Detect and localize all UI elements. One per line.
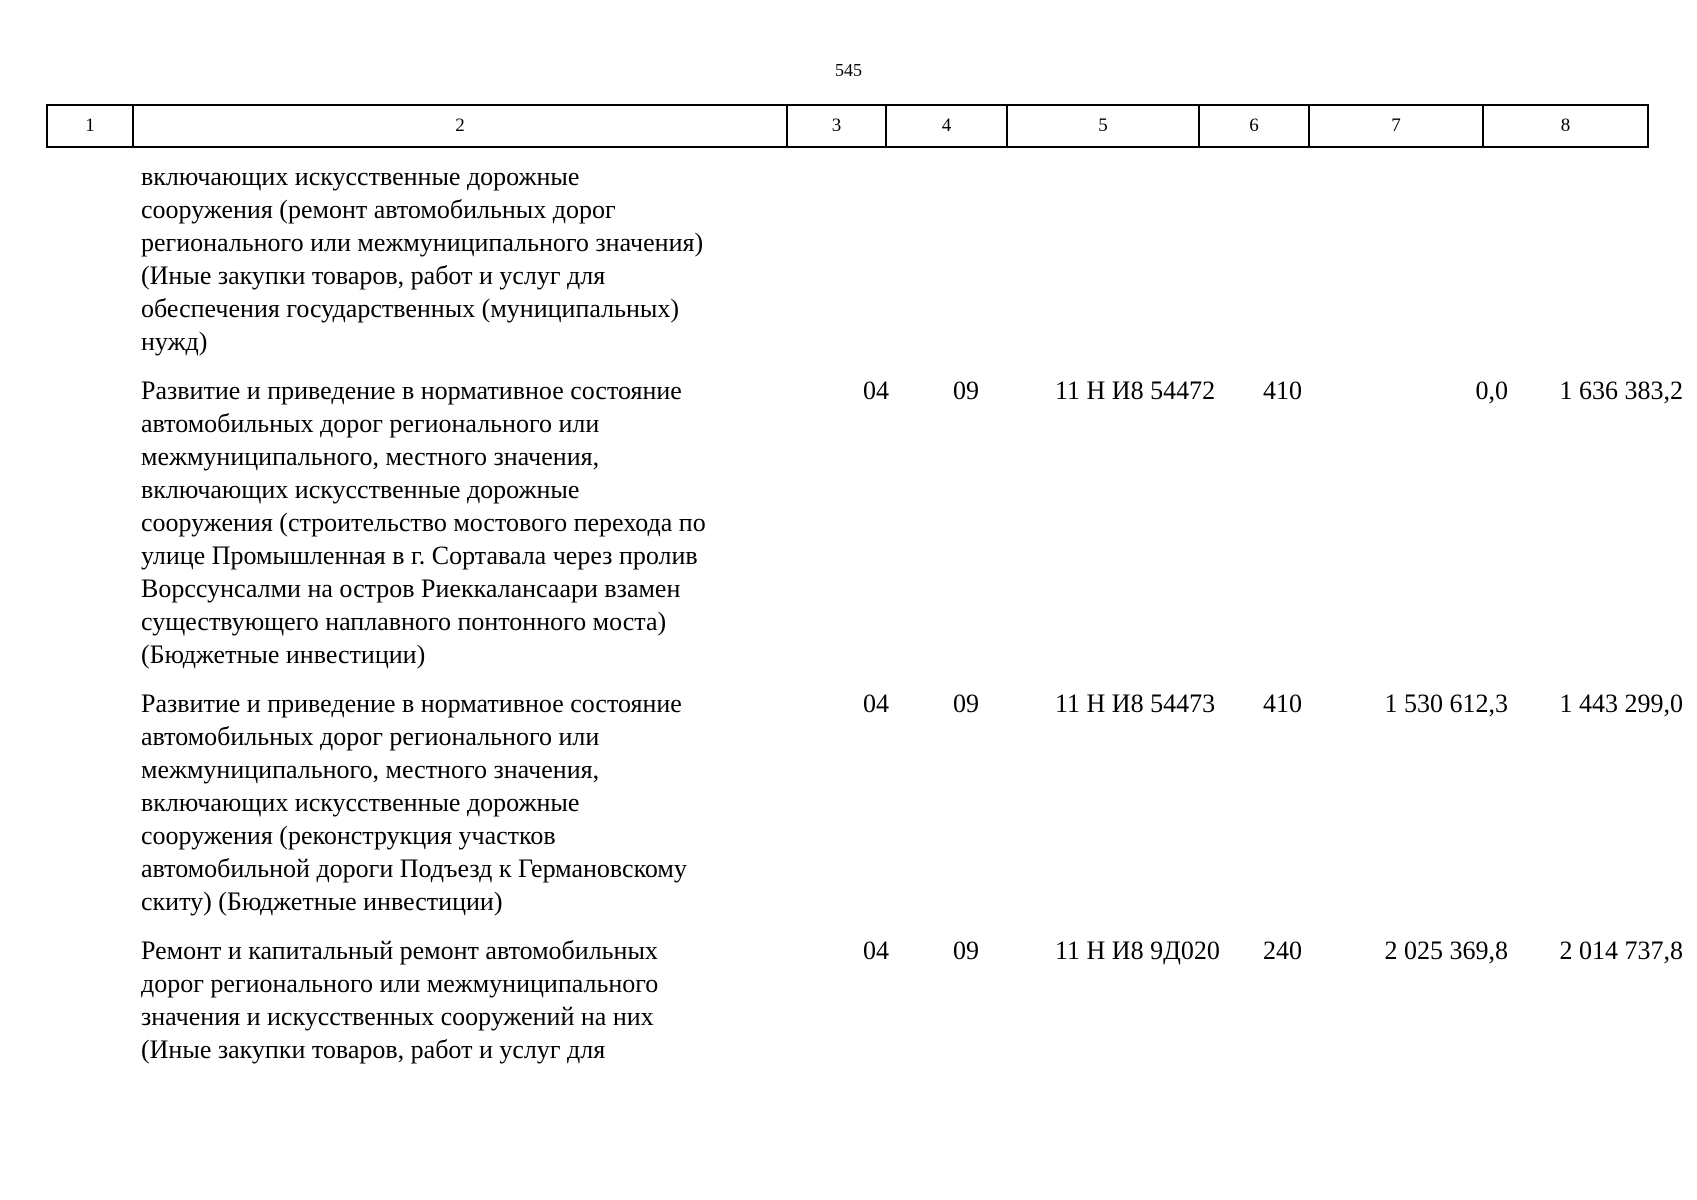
- row-subsection-code: 09: [953, 689, 979, 718]
- table-row: [46, 934, 1683, 1066]
- row-amount-col8: 1 443 299,0: [1559, 689, 1683, 718]
- header-col-5: 5: [1007, 105, 1199, 147]
- page-number: 545: [835, 60, 862, 80]
- row-amount-col7: 2 025 369,8: [1384, 936, 1508, 965]
- row-description: Развитие и приведение в нормативное состояние автомобильных дорог регионального или межмуниципального, местного значения, включающих искусственные дорожные сооружения (строительство мостового перехода по улице Промышленная в г. Сортавала через пролив Ворссунсалми на остров Риеккалансаари взамен существующего наплавного понтонного моста) (Бюджетные инвестиции): [141, 376, 706, 669]
- row-target-article: 11 Н И8 54472: [1055, 376, 1216, 405]
- header-col-8: 8: [1483, 105, 1648, 147]
- row-target-article: 11 Н И8 54473: [1055, 689, 1216, 718]
- header-col-6: 6: [1199, 105, 1309, 147]
- column-number-header: [46, 104, 1649, 148]
- row-description: включающих искусственные дорожные сооружения (ремонт автомобильных дорог регионального или межмуниципального значения) (Иные закупки товаров, работ и услуг для обеспечения государственных (муниципальных) нужд): [141, 162, 704, 356]
- table-body: [46, 160, 1683, 1066]
- header-col-1: 1: [47, 105, 133, 147]
- row-section-code: 04: [863, 936, 889, 965]
- row-target-article: 11 Н И8 9Д020: [1055, 936, 1220, 965]
- header-col-7: 7: [1309, 105, 1483, 147]
- row-subsection-code: 09: [953, 376, 979, 405]
- row-amount-col8: 2 014 737,8: [1559, 936, 1683, 965]
- row-subsection-code: 09: [953, 936, 979, 965]
- header-col-3: 3: [787, 105, 886, 147]
- table-row: [46, 687, 1683, 918]
- row-section-code: 04: [863, 689, 889, 718]
- row-amount-col7: 1 530 612,3: [1384, 689, 1508, 718]
- table-row: [46, 160, 1647, 358]
- header-col-2: 2: [133, 105, 787, 147]
- row-description: Развитие и приведение в нормативное состояние автомобильных дорог регионального или межмуниципального, местного значения, включающих искусственные дорожные сооружения (реконструкция участков автомобильной дороги Подъезд к Германовскому скиту) (Бюджетные инвестиции): [141, 689, 687, 916]
- row-amount-col7: 0,0: [1475, 376, 1508, 405]
- header-col-4: 4: [886, 105, 1007, 147]
- table-row: [46, 374, 1683, 671]
- row-expense-type: 240: [1263, 936, 1302, 965]
- row-amount-col8: 1 636 383,2: [1559, 376, 1683, 405]
- row-expense-type: 410: [1263, 689, 1302, 718]
- row-section-code: 04: [863, 376, 889, 405]
- row-description: Ремонт и капитальный ремонт автомобильных дорог регионального или межмуниципального значения и искусственных сооружений на них (Иные закупки товаров, работ и услуг для: [141, 936, 659, 1064]
- row-expense-type: 410: [1263, 376, 1302, 405]
